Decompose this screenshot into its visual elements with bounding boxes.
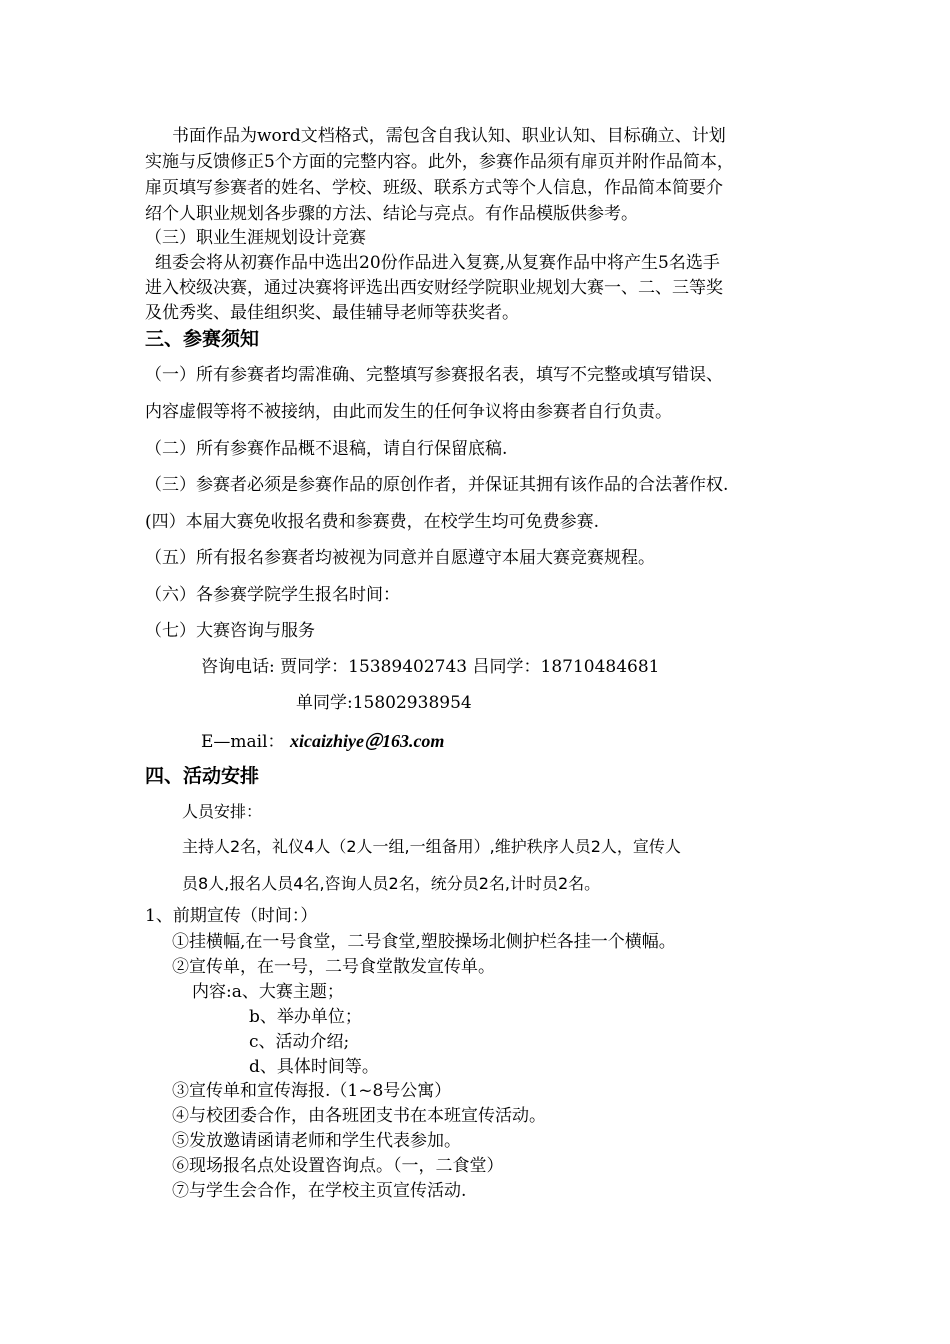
content-list-d: d、具体时间等。 — [249, 1057, 379, 1077]
notice-item-3: （三）参赛者必须是参赛作品的原创作者，并保证其拥有该作品的合法著作权. — [145, 475, 729, 495]
intro-line-3: 扉页填写参赛者的姓名、学校、班级、联系方式等个人信息，作品简本简要介 — [145, 178, 723, 198]
notice-item-6: （六）各参赛学院学生报名时间： — [145, 585, 400, 605]
content-list-a: 内容:a、大赛主题； — [192, 982, 344, 1002]
phase-1-item-7: ⑦与学生会合作，在学校主页宣传活动. — [172, 1181, 467, 1201]
phase-1-title: 1、前期宣传（时间：） — [145, 906, 318, 926]
intro-line-4: 绍个人职业规划各步骤的方法、结论与亮点。有作品模版供参考。 — [145, 204, 638, 224]
phase-1-item-6: ⑥现场报名点处设置咨询点。（一，二食堂） — [172, 1156, 504, 1176]
notice-item-2: （二）所有参赛作品概不退稿，请自行保留底稿. — [145, 439, 508, 459]
phase-1-item-1: ①挂横幅,在一号食堂，二号食堂,塑胶操场北侧护栏各挂一个横幅。 — [172, 932, 676, 952]
email-line — [201, 729, 444, 754]
staff-line-2: 员8人,报名人员4名,咨询人员2名，统分员2名,计时员2名。 — [182, 874, 601, 893]
staff-line-1: 主持人2名，礼仪4人（2人一组,一组备用）,维护秩序人员2人，宣传人 — [182, 837, 681, 856]
notice-item-1: （一）所有参赛者均需准确、完整填写参赛报名表，填写不完整或填写错误、 — [145, 365, 723, 385]
section-4-heading: 四、活动安排 — [145, 765, 260, 787]
intro-line-1: 书面作品为word文档格式，需包含自我认知、职业认知、目标确立、计划 — [172, 126, 726, 146]
content-list-c: c、活动介绍; — [249, 1032, 350, 1052]
phase-1-item-2: ②宣传单，在一号，二号食堂散发宣传单。 — [172, 957, 495, 977]
phone-line-1: 咨询电话: 贾同学：15389402743 吕同学：18710484681 — [201, 657, 660, 677]
email-value: xicaizhiye＠163.com — [289, 731, 445, 751]
phase-1-item-4: ④与校团委合作，由各班团支书在本班宣传活动。 — [172, 1106, 546, 1126]
content-list-b: b、举办单位； — [249, 1007, 362, 1027]
subsection-3-line-1: 组委会将从初赛作品中选出20份作品进入复赛,从复赛作品中将产生5名选手 — [155, 253, 720, 273]
subsection-3-line-3: 及优秀奖、最佳组织奖、最佳辅导老师等获奖者。 — [145, 303, 519, 323]
staff-label: 人员安排： — [182, 802, 263, 821]
phone-line-2: 单同学:15802938954 — [296, 693, 472, 713]
phase-1-item-3: ③宣传单和宣传海报.（1~8号公寓） — [172, 1081, 452, 1101]
notice-item-4: (四）本届大赛免收报名费和参赛费，在校学生均可免费参赛. — [145, 512, 600, 532]
section-3-heading: 三、参赛须知 — [145, 328, 260, 350]
intro-line-2: 实施与反馈修正5个方面的完整内容。此外，参赛作品须有扉页并附作品简本， — [145, 152, 734, 172]
phase-1-item-5: ⑤发放邀请函请老师和学生代表参加。 — [172, 1131, 461, 1151]
subsection-3-title: （三）职业生涯规划设计竞赛 — [145, 228, 366, 248]
notice-item-7: （七）大赛咨询与服务 — [145, 621, 315, 641]
subsection-3-line-2: 进入校级决赛，通过决赛将评选出西安财经学院职业规划大赛一、二、三等奖 — [145, 278, 723, 298]
email-label: E—mail： — [201, 732, 285, 752]
notice-item-5: （五）所有报名参赛者均被视为同意并自愿遵守本届大赛竞赛规程。 — [145, 548, 655, 568]
notice-item-1-cont: 内容虚假等将不被接纳，由此而发生的任何争议将由参赛者自行负责。 — [145, 402, 672, 422]
